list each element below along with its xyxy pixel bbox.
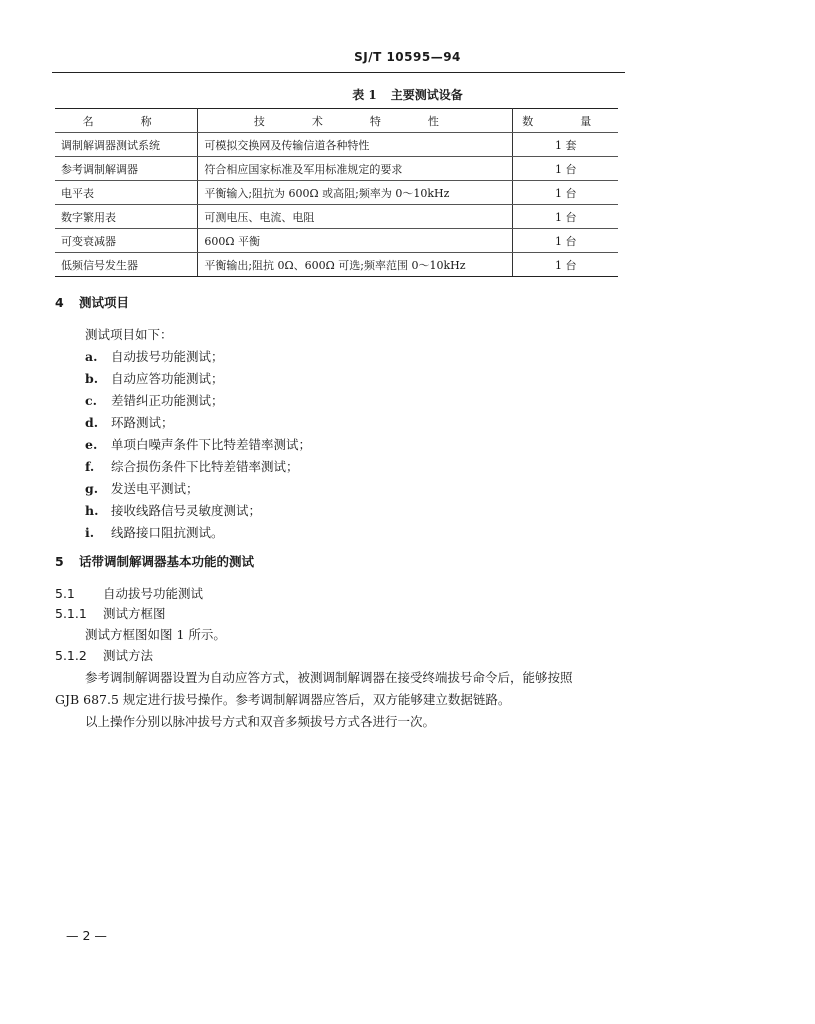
list-letter: d.: [85, 415, 99, 430]
page-number: — 2 —: [66, 928, 107, 943]
header-name: 名 称: [55, 109, 198, 133]
list-item: [85, 479, 199, 497]
subsection-number: 5.1.2: [55, 648, 87, 663]
subsection-title: 自动拔号功能测试: [103, 586, 204, 601]
list-item: [85, 523, 224, 541]
equipment-table: [55, 108, 618, 277]
cell-name: 低频信号发生器: [55, 253, 198, 277]
section-number: 4: [55, 295, 64, 310]
list-letter: c.: [85, 393, 97, 408]
table-row: [55, 133, 618, 157]
header-spec: 技 术 特 性: [198, 109, 513, 133]
list-text: 线路接口阻抗测试。: [111, 525, 224, 540]
subsection-5-1-1-heading: [55, 604, 166, 622]
section-5-heading: [55, 552, 254, 570]
cell-qty: 1 台: [513, 157, 618, 181]
document-code: SJ/T 10595—94: [354, 50, 461, 64]
subsection-number: 5.1.1: [55, 606, 87, 621]
list-item: [85, 347, 224, 365]
list-text: 发送电平测试；: [111, 481, 199, 496]
cell-spec: 平衡输出;阻抗 0Ω、600Ω 可选;频率范围 0～10kHz: [198, 253, 513, 277]
subsection-title: 测试方框图: [103, 606, 166, 621]
cell-qty: 1 台: [513, 181, 618, 205]
list-item: [85, 413, 174, 431]
section-4-heading: [55, 293, 129, 311]
cell-qty: 1 台: [513, 253, 618, 277]
cell-name: 参考调制解调器: [55, 157, 198, 181]
cell-qty: 1 套: [513, 133, 618, 157]
cell-spec: 600Ω 平衡: [198, 229, 513, 253]
list-letter: g.: [85, 481, 99, 496]
method-paragraph-line-1: 参考调制解调器设置为自动应答方式，被测调制解调器在接受终端拔号命令后，能够按照: [85, 670, 573, 685]
section-number: 5: [55, 554, 64, 569]
table-row: [55, 157, 618, 181]
cell-name: 数字繁用表: [55, 205, 198, 229]
list-text: 自动拔号功能测试；: [111, 349, 224, 364]
list-item: [85, 501, 261, 519]
section-4-intro: 测试项目如下：: [85, 327, 173, 342]
cell-spec: 符合相应国家标准及军用标准规定的要求: [198, 157, 513, 181]
table-row: [55, 253, 618, 277]
list-text: 环路测试；: [111, 415, 174, 430]
cell-qty: 1 台: [513, 205, 618, 229]
table-row: [55, 181, 618, 205]
table-header-row: [55, 109, 618, 133]
list-letter: i.: [85, 525, 95, 540]
method-paragraph-2: 以上操作分别以脉冲拔号方式和双音多频拔号方式各进行一次。: [85, 714, 436, 729]
header-rule: [52, 72, 625, 73]
cell-name: 调制解调器测试系统: [55, 133, 198, 157]
table-row: [55, 205, 618, 229]
table-row: [55, 229, 618, 253]
list-item: [85, 435, 311, 453]
subsection-5-1-2-heading: [55, 646, 153, 664]
list-letter: f.: [85, 459, 95, 474]
list-text: 接收线路信号灵敏度测试；: [111, 503, 262, 518]
list-item: [85, 457, 299, 475]
cell-qty: 1 台: [513, 229, 618, 253]
subsection-5-1-heading: [55, 584, 203, 602]
subsection-5-1-1-text: 测试方框图如图 1 所示。: [85, 627, 226, 642]
cell-spec: 平衡输入;阻抗为 600Ω 或高阻;频率为 0～10kHz: [198, 181, 513, 205]
section-title: 话带调制解调器基本功能的测试: [79, 554, 255, 569]
list-letter: e.: [85, 437, 98, 452]
list-letter: a.: [85, 349, 98, 364]
subsection-number: 5.1: [55, 586, 75, 601]
list-letter: h.: [85, 503, 99, 518]
section-title: 测试项目: [79, 295, 130, 310]
list-text: 综合损伤条件下比特差错率测试；: [111, 459, 299, 474]
table-caption-title: 主要测试设备: [390, 88, 463, 102]
header-qty: 数 量: [513, 109, 618, 133]
list-item: [85, 369, 224, 387]
table-caption-number: 表 1: [352, 88, 377, 102]
cell-spec: 可测电压、电流、电阻: [198, 205, 513, 229]
table-caption: [0, 86, 815, 103]
subsection-title: 测试方法: [103, 648, 154, 663]
list-item: [85, 391, 224, 409]
cell-spec: 可模拟交换网及传输信道各种特性: [198, 133, 513, 157]
list-text: 单项白噪声条件下比特差错率测试；: [111, 437, 312, 452]
cell-name: 电平表: [55, 181, 198, 205]
list-text: 差错纠正功能测试；: [111, 393, 224, 408]
list-text: 自动应答功能测试；: [111, 371, 224, 386]
method-paragraph-line-2: GJB 687.5 规定进行拔号操作。参考调制解调器应答后，双方能够建立数据链路。: [55, 692, 511, 707]
list-letter: b.: [85, 371, 99, 386]
cell-name: 可变衰减器: [55, 229, 198, 253]
